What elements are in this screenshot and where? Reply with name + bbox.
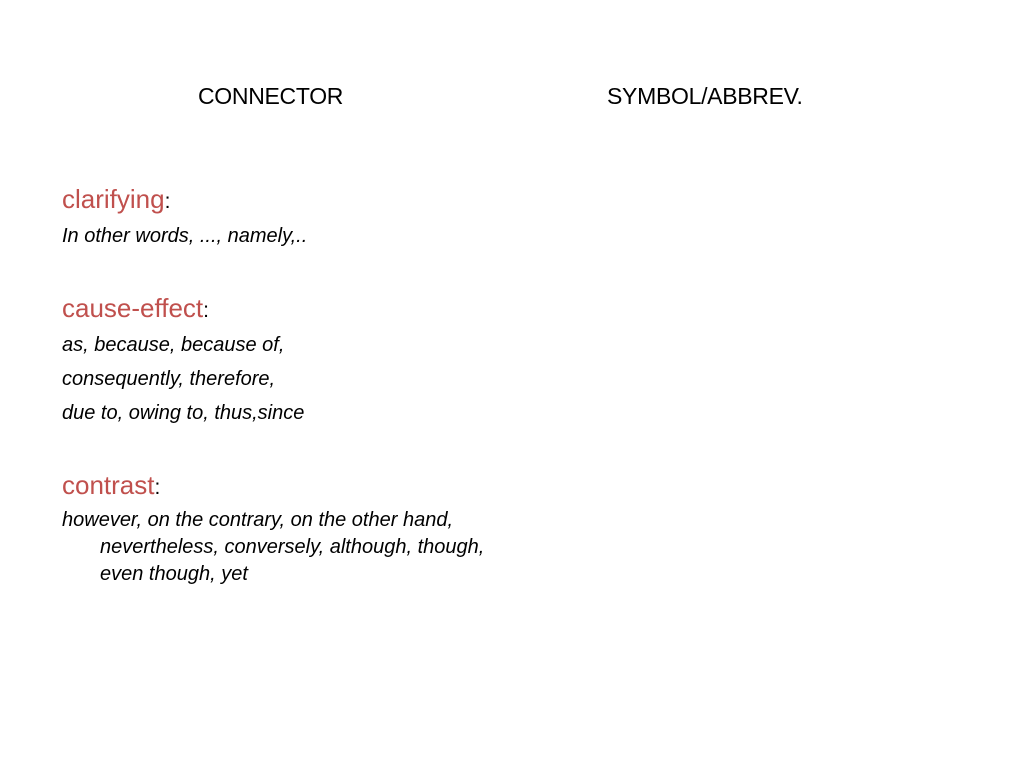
section-heading: [62, 291, 482, 328]
section-term: clarifying: [62, 184, 165, 214]
example-line: as, because, because of,: [62, 334, 285, 356]
section-clarifying: [62, 182, 482, 253]
section-colon: :: [154, 476, 161, 499]
section-contrast: [62, 468, 485, 588]
example-line: In other words, ..., namely,..: [62, 225, 308, 247]
example-line: consequently, therefore,: [62, 368, 276, 390]
example-line: due to, owing to, thus,since: [62, 402, 305, 424]
section-colon: :: [203, 299, 210, 322]
section-term: cause-effect: [62, 293, 204, 323]
symbol-column-header: SYMBOL/ABBREV.: [607, 83, 803, 109]
section-heading: [62, 182, 482, 219]
section-cause-effect: [62, 291, 482, 430]
connector-column-header: CONNECTOR: [198, 83, 344, 109]
connector-list: [62, 182, 485, 588]
section-heading: [62, 468, 482, 505]
example-paragraph: however, on the contrary, on the other hand, nevertheless, conversely, although, though, even though, yet: [62, 509, 485, 585]
section-term: contrast: [62, 470, 155, 500]
section-colon: :: [164, 190, 171, 213]
